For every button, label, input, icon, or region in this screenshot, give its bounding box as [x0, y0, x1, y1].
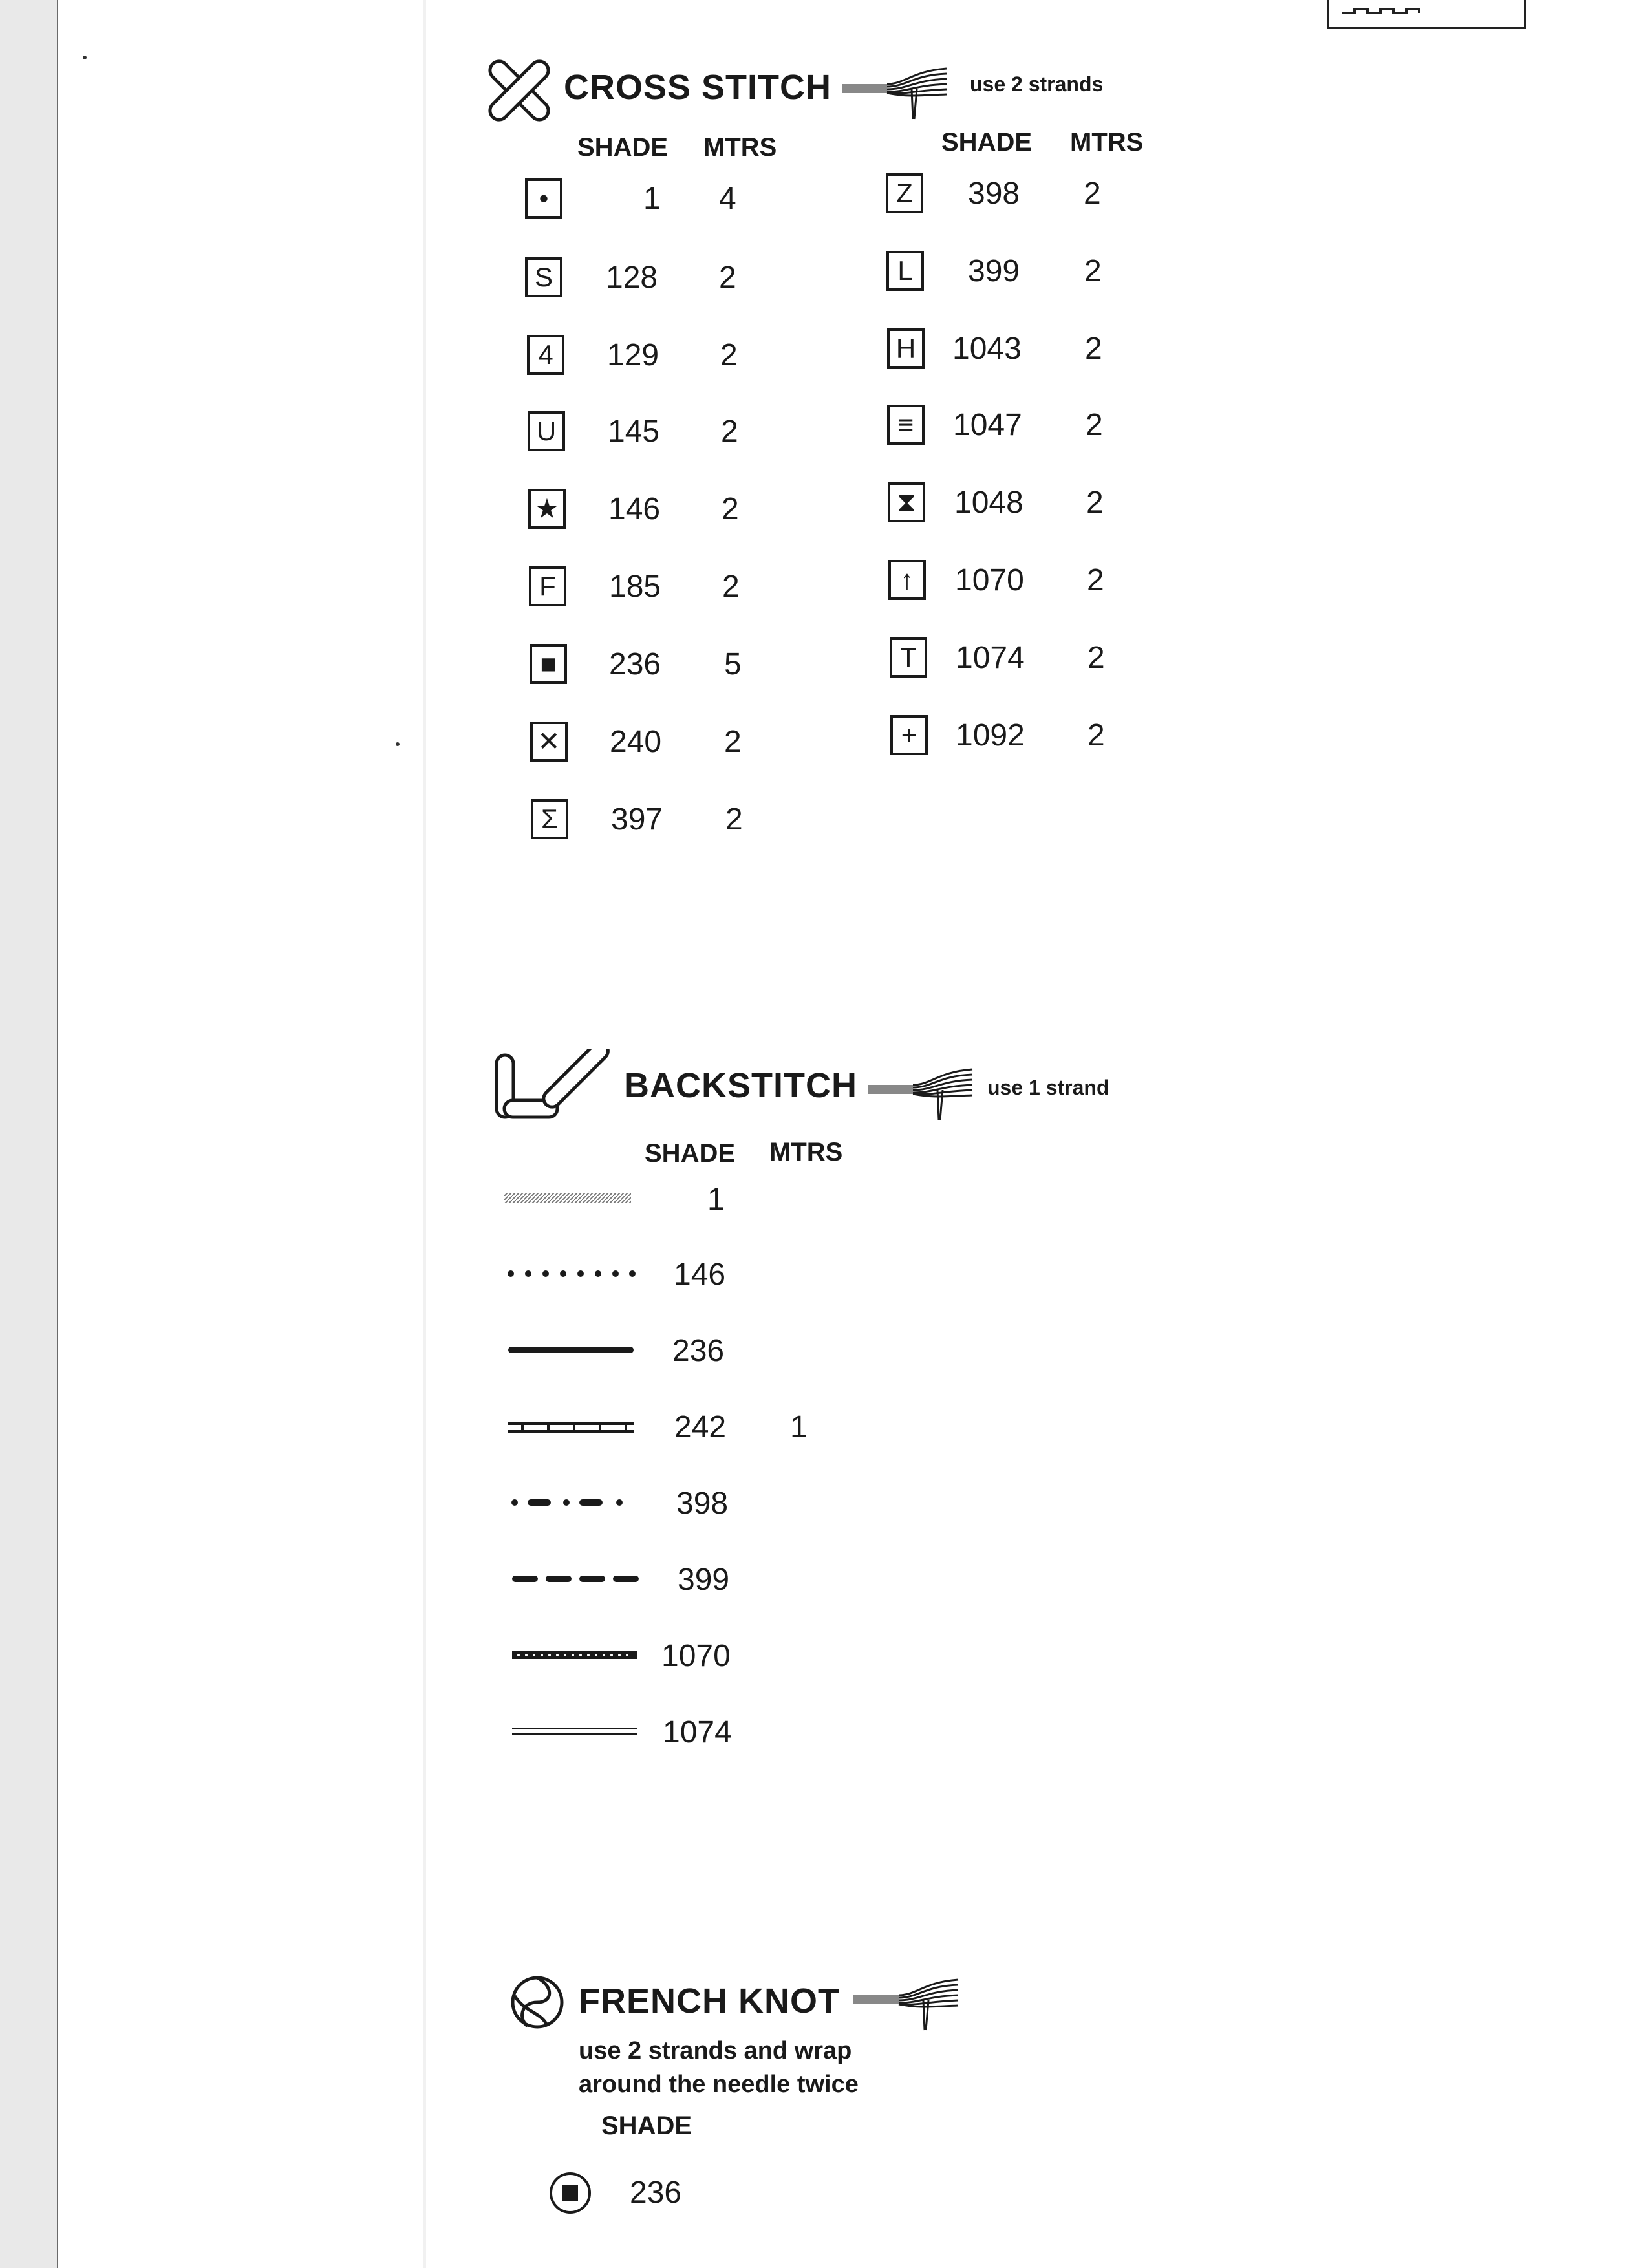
french-knot-icon	[508, 1973, 566, 2031]
shade-number: 398	[676, 1486, 729, 1521]
metres-value: 2	[1084, 177, 1101, 211]
metres-value: 2	[719, 261, 736, 295]
metres-value: 2	[1086, 408, 1103, 442]
french-knot-note-line2: around the needle twice	[579, 2071, 859, 2098]
shade-number: 1048	[954, 486, 1023, 520]
cross-stitch-right-mtrs-header: MTRS	[1070, 128, 1144, 156]
t-symbol-icon: T	[890, 637, 927, 678]
metres-value: 2	[722, 570, 740, 604]
metres-value: 2	[1088, 718, 1105, 753]
scan-speck	[83, 56, 87, 59]
shade-number: 236	[672, 1334, 725, 1368]
backstitch-title: BACKSTITCH	[624, 1066, 857, 1105]
shade-number: 1074	[663, 1715, 732, 1749]
shade-number: 397	[611, 802, 663, 837]
u-symbol-icon: U	[528, 411, 565, 451]
french-knot-title: FRENCH KNOT	[579, 1982, 840, 2020]
sigma-symbol-icon: Σ	[531, 799, 568, 839]
scan-page-edge	[0, 0, 58, 2268]
shade-number: 1	[643, 182, 661, 216]
metres-value: 2	[724, 725, 742, 759]
s-symbol-icon: S	[525, 257, 562, 297]
french-knot-note-line1: use 2 strands and wrap	[579, 2037, 852, 2064]
shade-number: 399	[678, 1563, 730, 1597]
cross-stitch-note: use 2 strands	[970, 72, 1104, 96]
shade-number: 145	[608, 414, 660, 449]
backstitch-shade-header: SHADE	[645, 1139, 736, 1168]
page-fold-line	[423, 0, 426, 2268]
dot-symbol-icon: •	[525, 178, 562, 219]
cross-stitch-left-mtrs-header: MTRS	[703, 133, 777, 162]
hourglass-symbol-icon: ⧗	[888, 482, 925, 522]
shade-number: 146	[674, 1257, 726, 1292]
backstitch-mtrs-header: MTRS	[769, 1138, 843, 1166]
metres-value: 2	[720, 338, 738, 372]
h-bar-symbol-icon: H	[887, 328, 925, 369]
shade-number: 399	[968, 254, 1020, 288]
corner-stamp-icon	[1329, 0, 1520, 25]
shade-number: 185	[609, 570, 661, 604]
metres-value: 2	[722, 492, 739, 526]
shade-number: 1	[707, 1182, 725, 1217]
dotted-line-sample	[507, 1267, 636, 1280]
dot-dash-line-sample	[511, 1496, 640, 1509]
strands-needle-icon	[852, 1976, 959, 2034]
cross-stitch-title: CROSS STITCH	[564, 68, 832, 107]
metres-value: 4	[719, 182, 736, 216]
shade-number: 236	[630, 2176, 682, 2210]
shade-number: 146	[608, 492, 661, 526]
double-line-sample	[512, 1725, 641, 1738]
shade-number: 242	[674, 1410, 727, 1444]
four-symbol-icon: 4	[527, 335, 564, 375]
scan-speck	[396, 742, 400, 746]
solid-line-sample	[508, 1343, 638, 1356]
metres-value: 2	[1085, 332, 1102, 366]
hatched-line-sample	[504, 1192, 634, 1205]
shade-number: 1043	[952, 332, 1022, 366]
plus-symbol-icon: +	[890, 715, 928, 755]
metres-value: 2	[1084, 254, 1102, 288]
metres-value: 5	[724, 647, 742, 681]
dashed-line-sample	[512, 1572, 641, 1585]
triple-bar-symbol-icon: ≡	[887, 405, 925, 445]
backstitch-icon	[491, 1049, 618, 1124]
metres-value: 2	[725, 802, 743, 837]
corner-stamp-box	[1327, 0, 1526, 29]
x-symbol-icon: ✕	[530, 722, 568, 762]
backstitch-note: use 1 strand	[987, 1076, 1109, 1099]
shade-number: 1074	[956, 641, 1025, 675]
shade-number: 1070	[661, 1639, 731, 1673]
star-symbol-icon: ★	[528, 489, 566, 529]
shade-number: 1092	[956, 718, 1025, 753]
metres-value: 2	[1088, 641, 1105, 675]
french-knot-shade-header: SHADE	[601, 2112, 692, 2140]
strands-needle-icon	[866, 1065, 974, 1124]
metres-value: 1	[790, 1410, 808, 1444]
shade-number: 236	[609, 647, 661, 681]
shade-number: 240	[610, 725, 662, 759]
l-symbol-icon: L	[886, 251, 924, 291]
ladder-line-sample	[508, 1420, 638, 1435]
shade-number: 129	[607, 338, 659, 372]
up-arrow-symbol-icon: ↑	[888, 560, 926, 600]
filled-square-symbol-icon: ■	[530, 644, 567, 684]
f-symbol-icon: F	[529, 566, 566, 606]
cross-stitch-icon	[488, 59, 550, 122]
z-symbol-icon: Z	[886, 173, 923, 213]
metres-value: 2	[1087, 563, 1104, 597]
shade-number: 398	[968, 177, 1020, 211]
circled-square-symbol-icon	[548, 2171, 592, 2215]
cross-stitch-left-shade-header: SHADE	[577, 133, 669, 162]
cross-stitch-right-shade-header: SHADE	[941, 128, 1033, 156]
metres-value: 2	[1086, 486, 1104, 520]
strands-needle-icon	[841, 65, 948, 123]
shade-number: 1047	[953, 408, 1022, 442]
beaded-line-sample	[512, 1649, 641, 1662]
shade-number: 1070	[955, 563, 1024, 597]
metres-value: 2	[721, 414, 738, 449]
shade-number: 128	[606, 261, 658, 295]
